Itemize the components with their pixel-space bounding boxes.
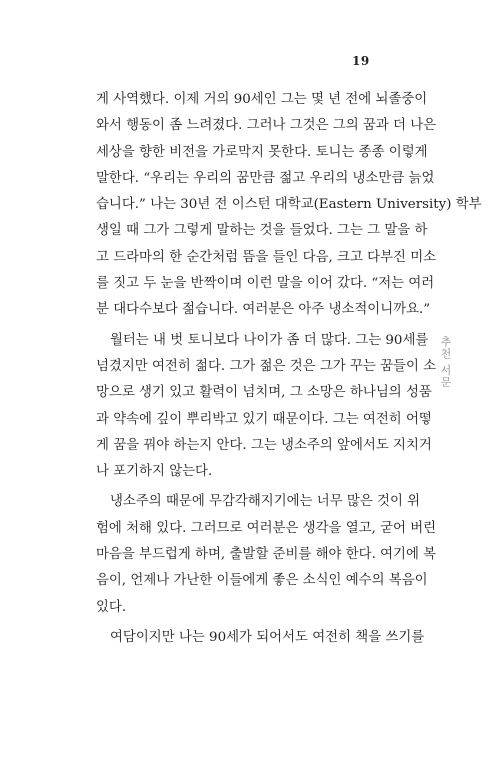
text-line: 여담이지만 나는 90세가 되어서도 여전히 책을 쓰기를 xyxy=(110,629,425,645)
text-line: 세상을 향한 비전을 가로막지 못한다. 토니는 종종 이렇게 xyxy=(96,144,428,160)
text-line: 월터는 내 벗 토니보다 나이가 좀 더 많다. 그는 90세를 xyxy=(110,332,429,348)
text-line: 말한다. “우리는 우리의 꿈만큼 젊고 우리의 냉소만큼 늙었 xyxy=(96,170,435,186)
text-line: 마음을 부드럽게 하며, 출발할 준비를 해야 한다. 여기에 복 xyxy=(96,547,437,563)
text-line: 나 포기하지 않는다. xyxy=(96,464,213,480)
text-line: 게 사역했다. 이제 거의 90세인 그는 몇 년 전에 뇌졸중이 xyxy=(96,92,428,107)
text-line: 생일 때 그가 그렇게 말하는 것을 들었다. 그는 그 말을 하 xyxy=(96,223,428,239)
paragraph xyxy=(96,489,437,620)
paragraph xyxy=(96,328,437,486)
text-line: 습니다.” 나는 30년 전 이스턴 대학교(Eastern University) 학부 xyxy=(96,197,482,213)
text-line: 넘겼지만 여전히 젊다. 그가 젊은 것은 그가 꾸는 꿈들이 소 xyxy=(96,358,437,374)
text-line: 망으로 생기 있고 활력이 넘치며, 그 소망은 하나님의 성품 xyxy=(96,385,432,401)
paragraph xyxy=(96,625,425,651)
text-line: 고 드라마의 한 순간처럼 뜸을 들인 다음, 크고 다부진 미소 xyxy=(96,249,437,265)
text-line: 음이, 언제나 가난한 이들에게 좋은 소식인 예수의 복음이 xyxy=(96,573,428,589)
page-number: 19 xyxy=(352,54,370,68)
text-line: 게 꿈을 꿔야 하는지 안다. 그는 냉소주의 앞에서도 지치거 xyxy=(96,437,432,453)
text-line: 분 대다수보다 젊습니다. 여러분은 아주 냉소적이니까요.” xyxy=(96,302,431,318)
text-line: 과 약속에 깊이 뿌리박고 있기 때문이다. 그는 여전히 어떻 xyxy=(96,411,432,427)
text-line: 와서 행동이 좀 느려졌다. 그러나 그것은 그의 꿈과 더 나은 xyxy=(96,118,437,134)
text-line: 냉소주의 때문에 무감각해지기에는 너무 많은 것이 위 xyxy=(110,494,421,510)
running-section-label: 추천 서문 xyxy=(439,336,452,389)
text-line: 험에 처해 있다. 그러므로 여러분은 생각을 열고, 굳어 버린 xyxy=(96,520,437,536)
text-line: 를 짓고 두 눈을 반짝이며 이런 말을 이어 갔다. “저는 여러 xyxy=(96,276,435,292)
paragraph xyxy=(96,87,482,324)
text-line: 있다. xyxy=(96,599,127,615)
